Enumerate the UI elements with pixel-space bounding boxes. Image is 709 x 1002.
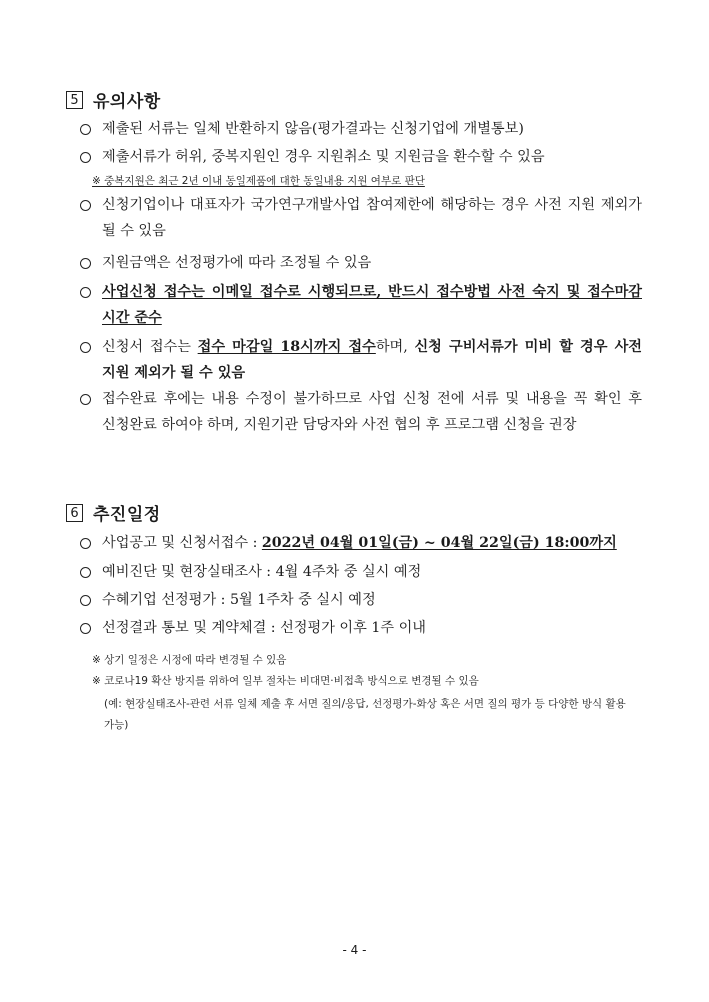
circle-bullet-icon xyxy=(80,394,91,405)
schedule-note: ※ 코로나19 확산 방지를 위하여 일부 절차는 비대면·비접촉 방식으로 변경될 수 있음 xyxy=(92,675,479,687)
list-item: 신청기업이나 대표자가 국가연구개발사업 참여제한에 해당하는 경우 사전 지원 제외가 될 수 있음 xyxy=(80,192,642,244)
list-item: 수혜기업 선정평가 : 5월 1주차 중 실시 예정 xyxy=(80,587,642,613)
circle-bullet-icon xyxy=(80,538,91,549)
list-item: 신청서 접수는 접수 마감일 18시까지 접수하며, 신청 구비서류가 미비 할 경우 사전 지원 제외가 될 수 있음 xyxy=(80,334,642,386)
list-item: 제출서류가 허위, 중복지원인 경우 지원취소 및 지원금을 환수할 수 있음 xyxy=(80,144,642,170)
section-number-box: 5 xyxy=(66,91,83,109)
circle-bullet-icon xyxy=(80,124,91,135)
section-6-heading xyxy=(66,500,161,525)
circle-bullet-icon xyxy=(80,258,91,269)
schedule-note-example: (예: 현장실태조사-관련 서류 일체 제출 후 서면 질의/응답, 선정평가-화상 혹은 서면 질의 평가 등 다양한 방식 활용 가능) xyxy=(104,698,626,731)
circle-bullet-icon xyxy=(80,567,91,578)
note-duplicate-support: ※ 중복지원은 최근 2년 이내 동일제품에 대한 동일내용 지원 여부로 판단 xyxy=(92,175,425,187)
list-item: 제출된 서류는 일체 반환하지 않음(평가결과는 신청기업에 개별통보) xyxy=(80,116,642,142)
circle-bullet-icon xyxy=(80,287,91,298)
section-title: 추진일정 xyxy=(93,505,161,525)
section-title: 유의사항 xyxy=(93,92,161,112)
list-item: 사업신청 접수는 이메일 접수로 시행되므로, 반드시 접수방법 사전 숙지 및 접수마감 시간 준수 xyxy=(80,279,642,331)
list-item: 사업공고 및 신청서접수 : 2022년 04월 01일(금) ~ 04월 22일(금) 18:00까지 xyxy=(80,530,642,556)
list-item: 예비진단 및 현장실태조사 : 4월 4주차 중 실시 예정 xyxy=(80,559,642,585)
circle-bullet-icon xyxy=(80,623,91,634)
list-item: 지원금액은 선정평가에 따라 조정될 수 있음 xyxy=(80,250,642,276)
section-5-heading xyxy=(66,87,161,112)
list-item: 선정결과 통보 및 계약체결 : 선정평가 이후 1주 이내 xyxy=(80,615,642,641)
page-number: - 4 - xyxy=(342,943,367,957)
circle-bullet-icon xyxy=(80,200,91,211)
schedule-note: ※ 상기 일정은 시정에 따라 변경될 수 있음 xyxy=(92,654,287,666)
circle-bullet-icon xyxy=(80,595,91,606)
circle-bullet-icon xyxy=(80,342,91,353)
section-number-box: 6 xyxy=(66,504,83,522)
circle-bullet-icon xyxy=(80,152,91,163)
list-item: 접수완료 후에는 내용 수정이 불가하므로 사업 신청 전에 서류 및 내용을 꼭 확인 후 신청완료 하여야 하며, 지원기관 담당자와 사전 협의 후 프로그램 신청을 권장 xyxy=(80,386,642,438)
